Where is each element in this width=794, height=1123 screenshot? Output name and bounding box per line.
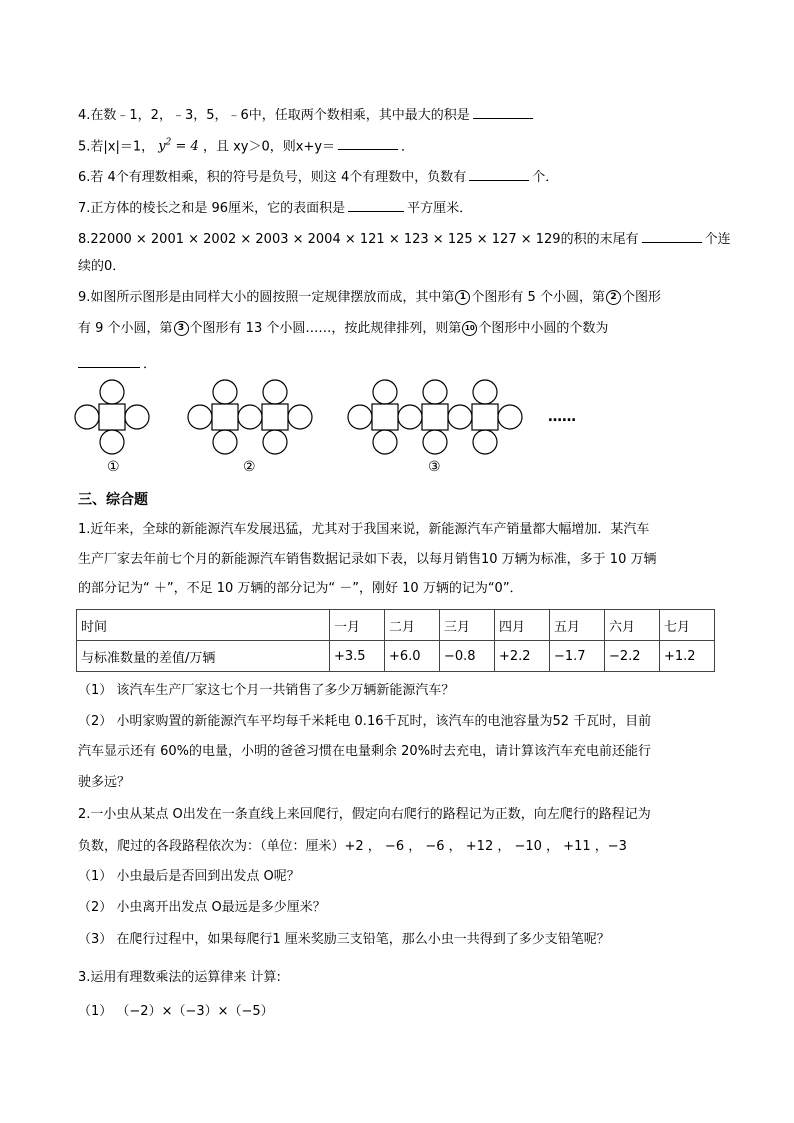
question-5-end: ．	[401, 139, 415, 155]
circled-number: 3	[174, 321, 189, 336]
square	[372, 404, 398, 430]
square	[472, 404, 498, 430]
question-9-line3	[78, 353, 156, 374]
question-5-formula: $y^2 = 4$	[158, 138, 199, 155]
circle-pattern-figure	[70, 378, 610, 478]
table-cell: −0.8	[440, 641, 495, 672]
table-cell: 七月	[660, 610, 715, 641]
question-6-end: 个．	[532, 170, 559, 185]
circle	[263, 380, 287, 404]
square	[262, 404, 288, 430]
question-7	[78, 197, 472, 218]
circle	[423, 380, 447, 404]
q1-sub2-line1: （2） 小明家购置的新能源汽车平均每千米耗电 0.16千瓦时，该汽车的电池容量为52 千瓦时，目前	[78, 714, 652, 729]
question-6-text: 6.若 4个有理数相乘，积的符号是负号，则这 4个有理数中，负数有	[78, 170, 467, 185]
q2-sub3: （3） 在爬行过程中，如果每爬行1 厘米奖励三支铅笔，那么小虫一共得到了多少支铅笔呢？	[78, 932, 610, 947]
question-5-text: 5.若|x|＝1，	[78, 139, 155, 155]
q1-sub1: （1） 该汽车生产厂家这七个月一共销售了多少万辆新能源汽车？	[78, 683, 455, 698]
question-7-end: 平方厘米．	[407, 201, 473, 216]
table-cell: 五月	[550, 610, 605, 641]
q2-sub1: （1） 小虫最后是否回到出发点 O呢？	[78, 869, 300, 884]
table-cell: +2.2	[495, 641, 550, 672]
question-8	[78, 228, 731, 249]
figure-label-2: ②	[243, 459, 256, 475]
question-4-text: 4.在数﹣1，2，﹣3，5，﹣6中，任取两个数相乘，其中最大的积是	[78, 108, 470, 123]
circle	[213, 430, 237, 454]
circle	[125, 405, 149, 429]
figure-label-3: ③	[428, 459, 441, 475]
table-cell: 四月	[495, 610, 550, 641]
q9-text: 有 9 个小圆，第	[78, 321, 173, 336]
question-4	[78, 104, 536, 125]
q2-sub2: （2） 小虫离开出发点 O最远是多少厘米？	[78, 900, 326, 915]
circle	[100, 430, 124, 454]
question-7-text: 7.正方体的棱长之和是 96厘米，它的表面积是	[78, 201, 346, 216]
square	[422, 404, 448, 430]
q9-text: 个图形	[621, 290, 661, 305]
table-cell: +6.0	[385, 641, 440, 672]
table-cell: 三月	[440, 610, 495, 641]
question-9-line2	[78, 320, 608, 338]
table-cell: −1.7	[550, 641, 605, 672]
answer-blank[interactable]	[469, 166, 529, 181]
q9-end: ．	[143, 357, 157, 372]
table-cell: 六月	[605, 610, 660, 641]
q1-line1: 1.近年来，全球的新能源汽车发展迅猛，尤其对于我国来说，新能源汽车产销量都大幅增加．某汽车	[78, 522, 650, 537]
circle	[498, 405, 522, 429]
q1-line2: 生产厂家去年前七个月的新能源汽车销售数据记录如下表，以每月销售10 万辆为标准，多于 10 万辆	[78, 552, 657, 567]
q3-line1: 3.运用有理数乘法的运算律来 计算:	[78, 970, 281, 985]
question-9-line1	[78, 289, 661, 307]
circled-number: 2	[606, 290, 621, 305]
circle	[75, 405, 99, 429]
table-cell: 时间	[77, 610, 330, 641]
table-header-row	[77, 610, 715, 641]
sales-table	[76, 609, 715, 672]
ellipsis: ……	[548, 409, 576, 425]
question-6	[78, 166, 558, 187]
square	[99, 404, 125, 430]
circle	[398, 405, 422, 429]
circle	[423, 430, 447, 454]
question-8-text-c: 续的0．	[78, 259, 126, 274]
answer-blank[interactable]	[78, 353, 140, 368]
question-8-cont	[78, 258, 125, 276]
q9-text: 个图形中小圆的个数为	[478, 321, 609, 336]
circled-number: 1	[455, 290, 470, 305]
q9-text: 个图形有 13 个小圆……，按此规律排列，则第	[189, 321, 462, 336]
question-5-text-b: ，且 xy＞0，则x+y＝	[202, 139, 336, 155]
circle	[373, 430, 397, 454]
q1-line3: 的部分记为“ ＋”，不足 10 万辆的部分记为“ －”，刚好 10 万辆的记为“0”．	[78, 581, 523, 596]
q9-text: 个图形有 5 个小圆，第	[471, 290, 605, 305]
circled-number: 10	[462, 321, 477, 336]
circle	[448, 405, 472, 429]
question-5	[78, 134, 414, 156]
q1-sub2-line3: 驶多远？	[78, 775, 131, 790]
section-title: 三、综合题	[78, 492, 148, 508]
q1-sub2-line2: 汽车显示还有 60%的电量，小明的爸爸习惯在电量剩余 20%时去充电，请计算该汽车充电前还能行	[78, 744, 652, 759]
circle	[288, 405, 312, 429]
table-cell: +1.2	[660, 641, 715, 672]
table-cell: −2.2	[605, 641, 660, 672]
q9-text: 9.如图所示图形是由同样大小的圆按照一定规律摆放而成，其中第	[78, 290, 455, 305]
circle	[188, 405, 212, 429]
q2-line2: 负数，爬过的各段路程依次为：（单位：厘米）+2 ， −6 ， −6 ， +12 ， −10 ， +11 ，−3	[78, 839, 627, 854]
answer-blank[interactable]	[473, 104, 533, 119]
table-cell: 与标准数量的差值/万辆	[77, 641, 330, 672]
question-8-text: 8.22000 × 2001 × 2002 × 2003 × 2004 × 121 × 123 × 125 × 127 × 129的积的末尾有	[78, 232, 639, 247]
table-cell: 二月	[385, 610, 440, 641]
answer-blank[interactable]	[642, 228, 702, 243]
circle	[213, 380, 237, 404]
circle	[100, 380, 124, 404]
answer-blank[interactable]	[338, 135, 398, 150]
q2-line1: 2.一小虫从某点 O出发在一条直线上来回爬行，假定向右爬行的路程记为正数，向左爬行的路程记为	[78, 807, 651, 822]
circle	[373, 380, 397, 404]
circle	[263, 430, 287, 454]
answer-blank[interactable]	[348, 197, 404, 212]
circle	[238, 405, 262, 429]
q3-sub1: （1） （−2）×（−3）×（−5）	[78, 1004, 274, 1019]
circle	[473, 430, 497, 454]
square	[212, 404, 238, 430]
question-8-end: 个连	[704, 232, 731, 247]
circle	[348, 405, 372, 429]
table-cell: 一月	[330, 610, 385, 641]
table-row	[77, 641, 715, 672]
circle	[473, 380, 497, 404]
table-cell: +3.5	[330, 641, 385, 672]
figure-label-1: ①	[107, 459, 120, 475]
